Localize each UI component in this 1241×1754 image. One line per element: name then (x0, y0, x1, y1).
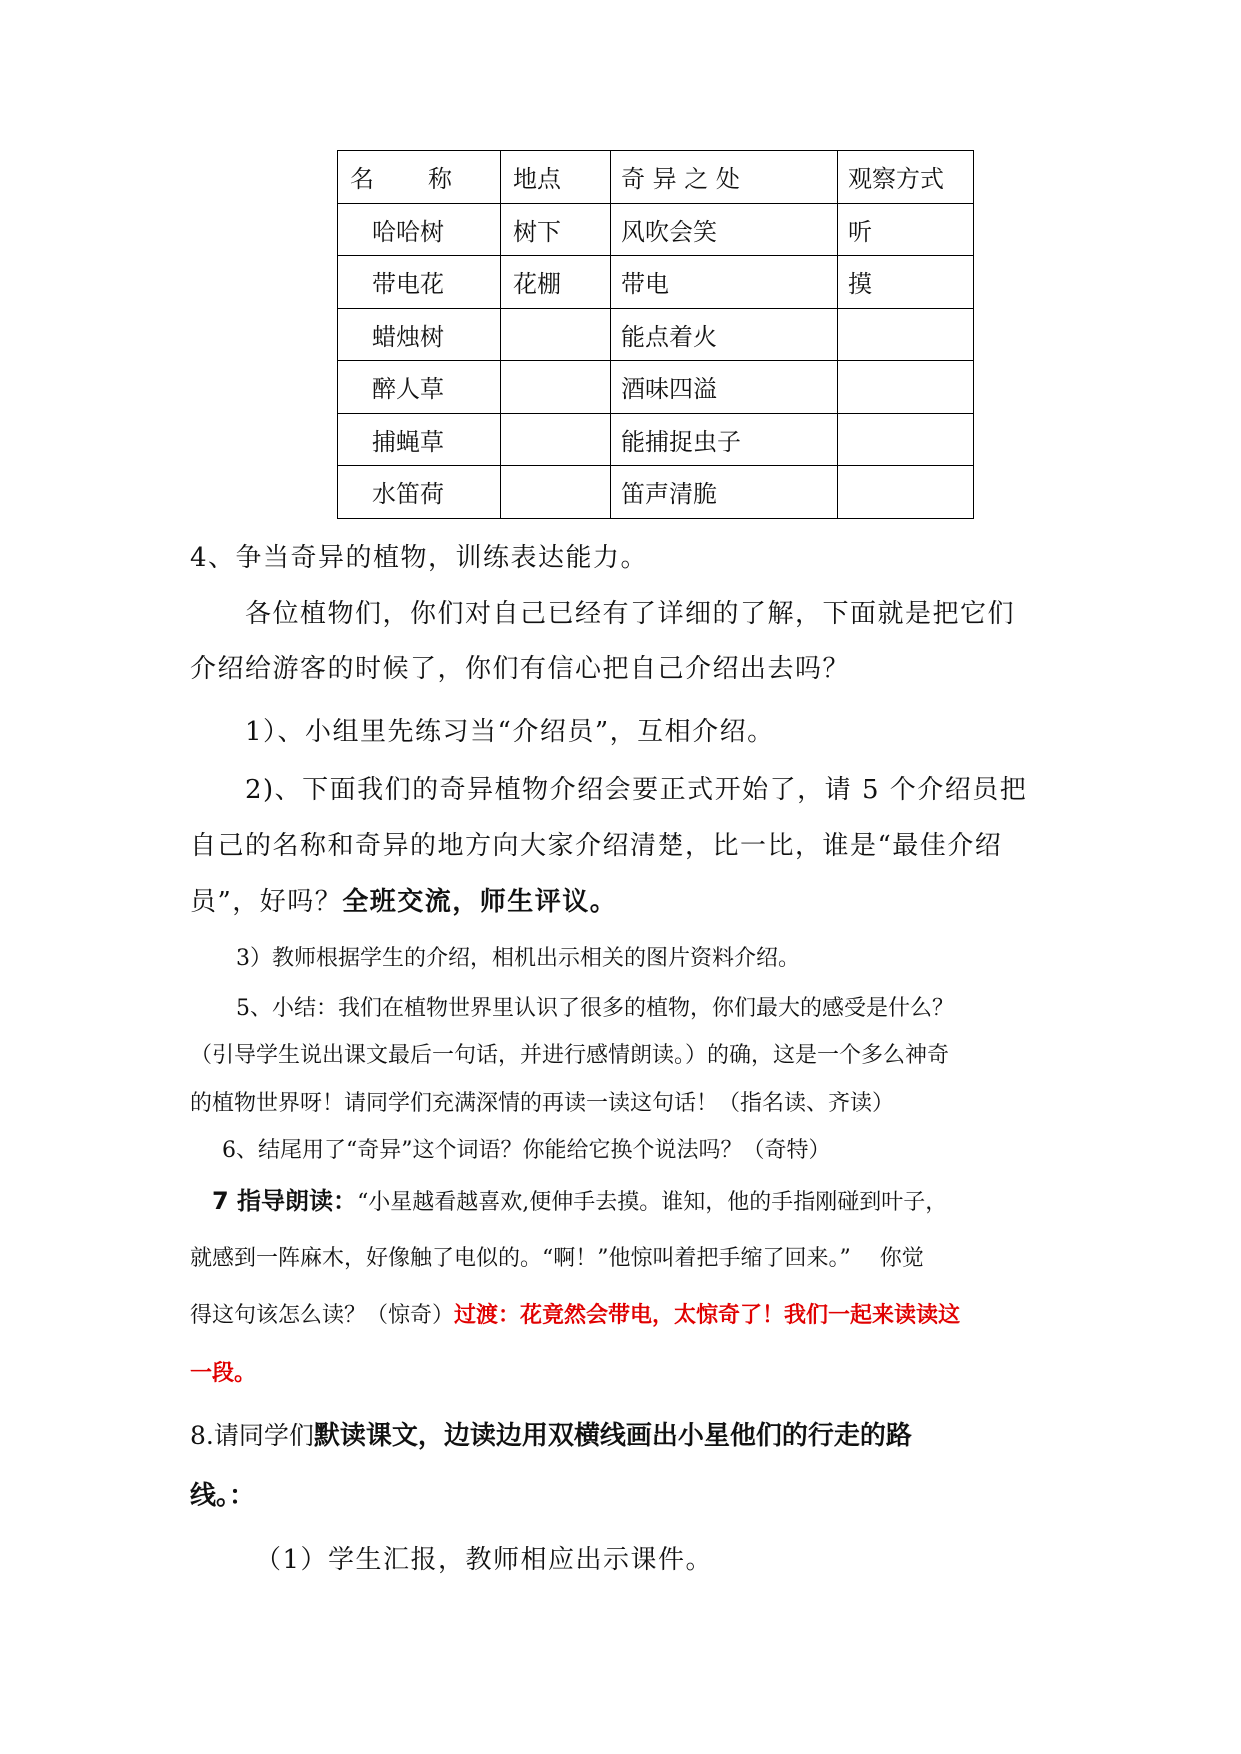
plant-place (501, 466, 611, 519)
paragraph-line: 的植物世界呀！请同学们充满深情的再读一读这句话！（指名读、齐读） (190, 1091, 895, 1116)
table-row (338, 466, 974, 519)
list-item: 1）、小组里先练习当“介绍员”，互相介绍。 (245, 717, 775, 747)
plant-observation (838, 466, 974, 519)
list-item: （1）学生汇报，教师相应出示课件。 (255, 1545, 714, 1575)
plant-place: 树下 (501, 203, 611, 256)
paragraph-line: 自己的名称和奇异的地方向大家介绍清楚，比一比，谁是“最佳介绍 (190, 831, 1003, 861)
header-name: 名 称 (338, 151, 501, 204)
table-row (338, 203, 974, 256)
list-item: 3）教师根据学生的介绍，相机出示相关的图片资料介绍。 (236, 946, 800, 971)
plant-observation: 摸 (838, 256, 974, 309)
table-row (338, 361, 974, 414)
plant-oddity: 能点着火 (611, 308, 838, 361)
plant-observation (838, 308, 974, 361)
bold-phrase: 默读课文，边读边用双横线画出小星他们的行走的路 (313, 1421, 912, 1451)
plant-observation (838, 361, 974, 414)
paragraph-line: 就感到一阵麻木，好像触了电似的。“啊！”他惊叫着把手缩了回来。” 你觉 (190, 1246, 924, 1271)
plant-name: 带电花 (338, 256, 501, 309)
section-4-title: 4、争当奇异的植物，训练表达能力。 (190, 543, 649, 573)
header-place: 地点 (501, 151, 611, 204)
table-row (338, 308, 974, 361)
paragraph-line (212, 1185, 1092, 1219)
plant-name: 水笛荷 (338, 466, 501, 519)
plant-oddity: 能捕捉虫子 (611, 413, 838, 466)
plant-observation: 听 (838, 203, 974, 256)
paragraph-line: 各位植物们，你们对自己已经有了详细的了解，下面就是把它们 (245, 599, 1016, 629)
plant-name: 蜡烛树 (338, 308, 501, 361)
table-header-row (338, 151, 974, 204)
plant-place (501, 413, 611, 466)
plant-oddity: 笛声清脆 (611, 466, 838, 519)
plant-oddity: 带电 (611, 256, 838, 309)
bold-phrase: 线。： (190, 1481, 256, 1511)
header-oddity: 奇 异 之 处 (611, 151, 838, 204)
plant-oddity: 风吹会笑 (611, 203, 838, 256)
plant-observation (838, 413, 974, 466)
plant-name: 捕蝇草 (338, 413, 501, 466)
red-emphasis: 过渡：花竟然会带电，太惊奇了！我们一起来读读这 (454, 1303, 961, 1328)
text-segment: “小星越看越喜欢,便伸手去摸。谁知，他的手指刚碰到叶子， (357, 1190, 948, 1215)
plant-name: 哈哈树 (338, 203, 501, 256)
text-segment: 8.请同学们 (190, 1421, 314, 1450)
paragraph-line: 介绍给游客的时候了，你们有信心把自己介绍出去吗？ (190, 654, 851, 684)
text-segment: 得这句该怎么读？（惊奇） (190, 1303, 455, 1328)
text-segment: 员”，好吗？ (190, 887, 343, 917)
plant-place: 花棚 (501, 256, 611, 309)
bold-phrase: 全班交流，师生评议。 (342, 887, 618, 917)
header-observation: 观察方式 (838, 151, 974, 204)
paragraph-line (190, 886, 1070, 918)
list-item: 2)、下面我们的奇异植物介绍会要正式开始了，请 5 个介绍员把 (245, 775, 1028, 805)
paragraph-line: 5、小结：我们在植物世界里认识了很多的植物，你们最大的感受是什么？ (236, 996, 954, 1021)
plant-place (501, 361, 611, 414)
paragraph-line (190, 1300, 1070, 1332)
plant-oddity: 酒味四溢 (611, 361, 838, 414)
plant-place (501, 308, 611, 361)
table-row (338, 256, 974, 309)
paragraph-line (190, 1420, 1070, 1452)
paragraph-line: 6、结尾用了“奇异”这个词语？你能给它换个说法吗？（奇特） (222, 1138, 831, 1163)
plant-table (337, 150, 974, 519)
section-7-label: 7 指导朗读： (212, 1187, 358, 1215)
plant-name: 醉人草 (338, 361, 501, 414)
table-row (338, 413, 974, 466)
paragraph-line: （引导学生说出课文最后一句话，并进行感情朗读。）的确，这是一个多么神奇 (190, 1043, 950, 1068)
red-emphasis: 一段。 (190, 1361, 257, 1386)
